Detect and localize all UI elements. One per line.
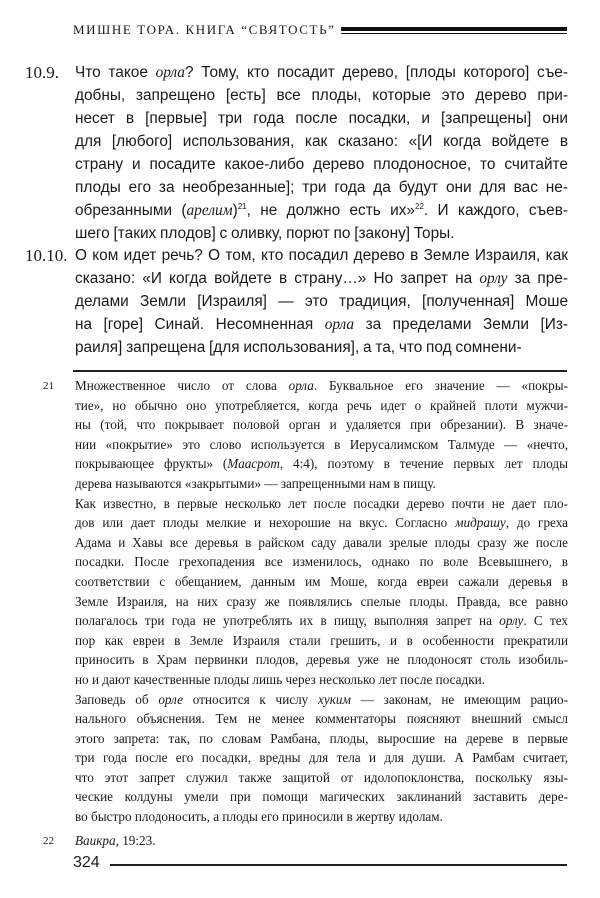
paragraph-text — [75, 61, 568, 245]
text-line: Земле Израиля, на них сразу же появлялись спелые плоды. Правда, все равно — [75, 593, 568, 609]
header-rule-thick — [341, 27, 567, 31]
italic-term: орла — [324, 316, 355, 333]
text-line: делами Земли [Израиля] — это традиция, [полученная] Моше — [75, 293, 568, 310]
text-line: ческие колдуны умели при помощи магических заклинаний заставить дере- — [75, 789, 568, 805]
text-line: плоды его за необрезанные]; три года да будут они для вас не- — [75, 179, 568, 196]
text-line: сказано: «И когда войдете в страну…» Но запрет на орлу за пре- — [75, 270, 568, 287]
italic-term: орлу — [479, 270, 508, 287]
footnote-ref[interactable]: 22 — [415, 202, 424, 211]
text-line: раиля] запрещена [для использования], а та, что под сомнени- — [75, 339, 522, 356]
text-line: что этот запрет служил также защитой от идолопоклонства, поскольку язы- — [75, 769, 568, 785]
running-header — [73, 20, 567, 40]
text-line: страну и посадите какое-либо дерево плодоносное, то считайте — [75, 156, 568, 173]
text-line: на [горе] Синай. Несомненная орла за пределами Земли [Из- — [75, 316, 568, 333]
italic-term: арелим — [186, 202, 233, 219]
footer-rule — [110, 864, 567, 866]
italic-term: Ваикра — [75, 833, 116, 848]
text-line: нии «покрытие» это слово используется в Иерусалимском Талмуде — «нечто, — [75, 436, 568, 452]
text-line: Как известно, в первые несколько лет после посадки дерево почти не дает пло- — [75, 495, 568, 511]
header-rule-thin — [341, 33, 567, 35]
text-line: обрезанными (арелим)$^{21}$, не должно есть их»$^{22}$. И каждого, съев- — [75, 202, 569, 219]
paragraph-number: 10.10. — [25, 246, 68, 265]
italic-term: орла — [155, 64, 186, 81]
text-line: Что такое орла? Тому, кто посадит дерево, [плоды которого] съе- — [75, 64, 568, 81]
text-line: приносить в Храм первинки плодов, деревья уже не плодоносят столь изобиль- — [75, 652, 568, 668]
text-line: О ком идет речь? О том, кто посадил дерево в Земле Израиля, как — [75, 247, 568, 264]
italic-term: мидрашу — [455, 515, 506, 531]
text-line: тие», но обычно оно употребляется, когда речь идет о крайней плоти мужчи- — [75, 397, 568, 413]
text-line: но и дают качественные плоды лишь через несколько лет после посадки. — [75, 671, 485, 687]
italic-term: хуким — [318, 691, 351, 707]
text-line: Ваикра, 19:23. — [75, 833, 156, 848]
italic-term: Маасрот — [227, 456, 280, 472]
paragraph-number: 10.9. — [25, 63, 59, 82]
footnote-ref[interactable]: 21 — [237, 202, 247, 211]
footnote-separator-rule — [73, 370, 567, 372]
header-double-rule — [341, 27, 567, 36]
text-line: во быстро плодоносить, а плоды его приносили в жертву идолам. — [75, 809, 443, 825]
text-line: шего [таких плодов] с оливку, порют по [закону] Торы. — [75, 225, 455, 242]
text-line: пор как евреи в Земле Израиля стали грешить, и в особенности прекратили — [75, 632, 568, 648]
text-line: полагалось три года не употреблять их в пищу, выполняя запрет на орлу. С тех — [75, 613, 568, 629]
text-line: покрывающее фрукты» (Маасрот, 4:4), поэтому в течение первых лет плоды — [75, 456, 568, 472]
running-title: МИШНЕ ТОРА. КНИГА “СВЯТОСТЬ” — [73, 22, 336, 37]
footnote-text — [75, 376, 568, 827]
page-footer — [73, 852, 567, 874]
text-line: ны (той, что покрывает половой орган и удаляется при обрезании). В значе- — [75, 417, 568, 433]
footnote-text — [75, 831, 568, 851]
footnote-number: 21 — [43, 380, 54, 392]
text-line: несет в [первые] три года после посадки, и [запрещены] они — [75, 110, 568, 127]
text-line: три года после его посадки, вредны для тела и для души. А Рамбам считает, — [75, 750, 568, 766]
text-line: этого запрета: так, по словам Рамбана, плоды, выросшие на дереве в первые — [75, 730, 568, 746]
text-line: для [любого] использования, как сказано: «[И когда войдете в — [75, 133, 568, 150]
footnote-number: 22 — [43, 835, 54, 847]
text-line: посадки. После грехопадения все изменилось, однако по воле Всевышнего, в — [75, 554, 568, 570]
text-line: дов или дает плоды мелкие и нехорошие на вкус. Согласно мидрашу, до греха — [75, 515, 568, 531]
italic-term: орла — [288, 378, 314, 393]
text-line: соответствии с обещанием, данным им Моше, когда евреи сажали деревья в — [75, 573, 568, 589]
italic-term: орле — [158, 691, 183, 707]
italic-term: орлу — [499, 613, 524, 629]
text-line: Заповедь об орле относится к числу хуким — законам, не имеющим рацио- — [75, 691, 569, 707]
text-line: Множественное число от слова орла. Буквальное его значение — «покры- — [75, 378, 568, 393]
text-line: нального объяснения. Тем не менее комментаторы поясняют внешний смысл — [75, 711, 568, 727]
text-line: добны, запрещено [есть] все плоды, которые это дерево при- — [75, 87, 568, 104]
paragraph-text — [75, 244, 568, 359]
text-line: дерева называются «закрытыми» — запрещенными нам в пищу. — [75, 475, 436, 491]
text-line: Адама и Хавы все деревья в райском саду давали зрелые плоды сразу же после — [75, 534, 568, 550]
page-number: 324 — [73, 854, 100, 871]
